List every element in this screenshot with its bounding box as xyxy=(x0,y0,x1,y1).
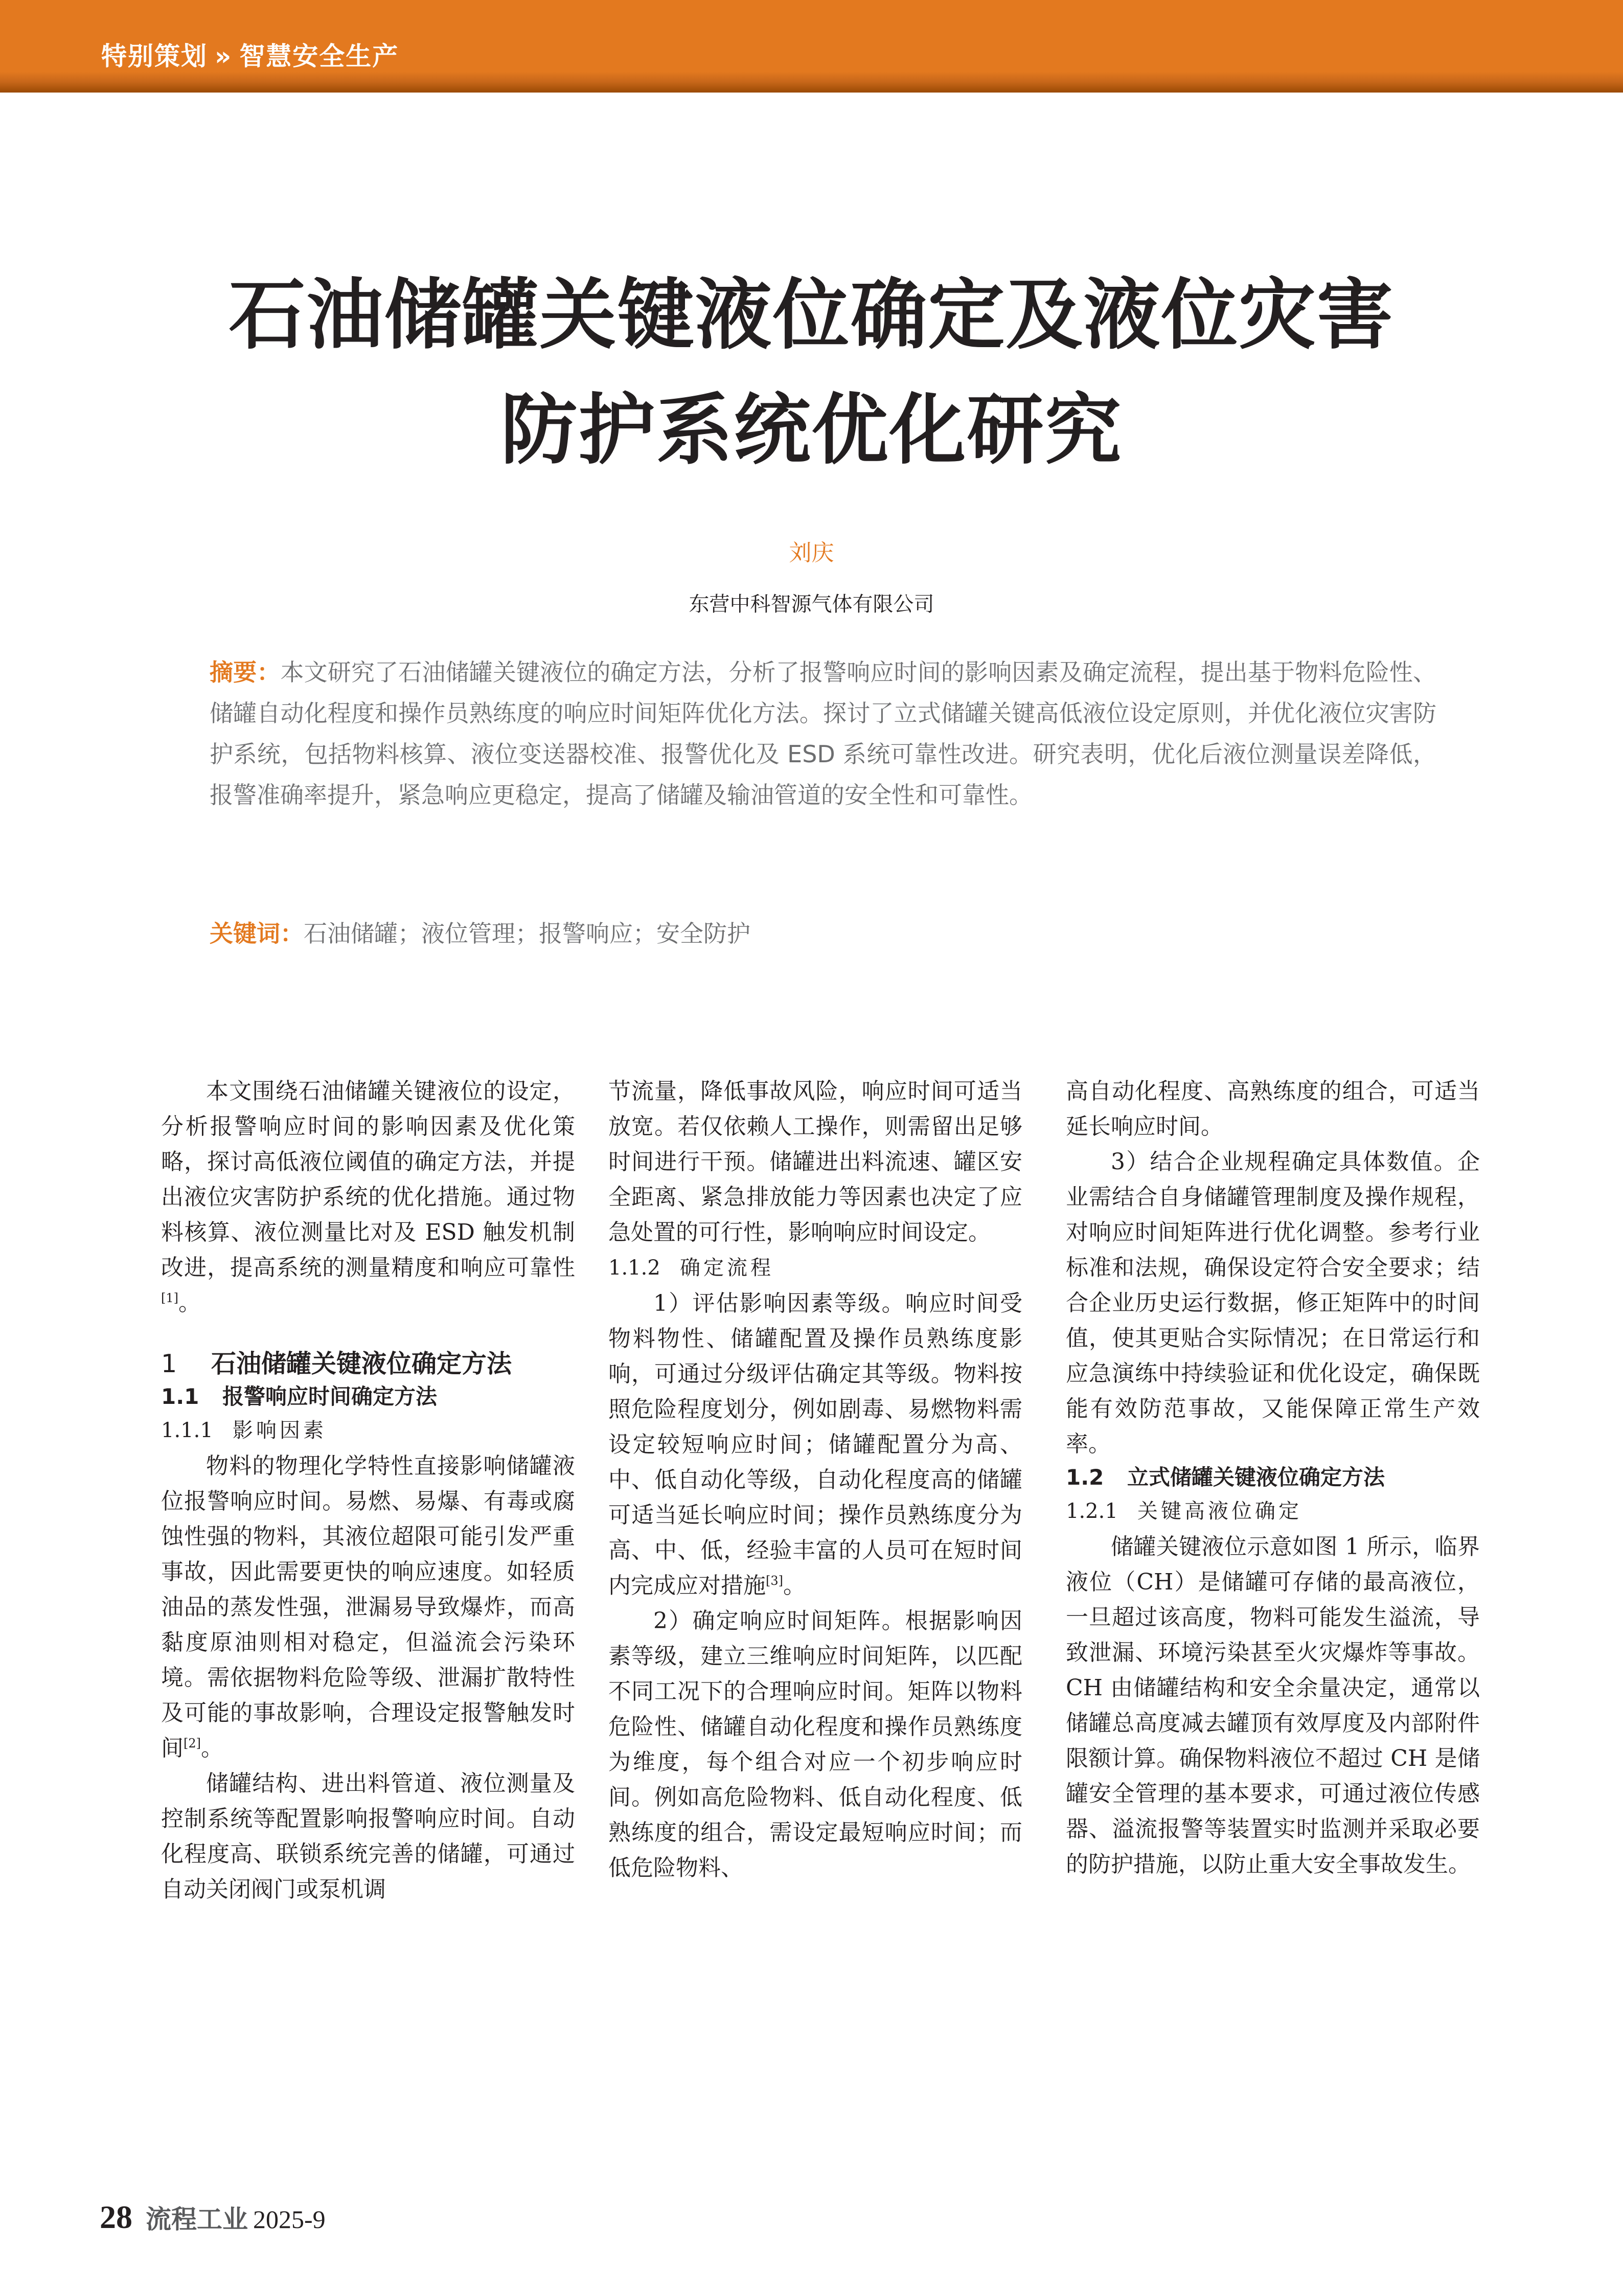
article-title-line-2: 防护系统优化研究 xyxy=(500,386,1123,475)
section-number: 1 xyxy=(161,1349,177,1378)
abstract xyxy=(210,652,1436,815)
step-3-paragraph: 3）结合企业规程确定具体数值。企业需结合自身储罐管理制度及操作规程，对响应时间矩阵进行优化调整。参考行业标准和法规，确保设定符合安全要求；结合企业历史运行数据，修正矩阵中的时间值，使其更贴合实际情况；在日常运行和应急演练中持续验证和优化设定，确保既能有效防范事故，又能保障正常生产效率。 xyxy=(1066,1149,1480,1457)
intro-text: 本文围绕石油储罐关键液位的设定，分析报警响应时间的影响因素及优化策略，探讨高低液位阈值的确定方法，并提出液位灾害防护系统的优化措施。通过物料核算、液位测量比对及 ESD 触发机制改进，提高系统的测量精度和响应可靠性 xyxy=(161,1078,575,1281)
intro-end: 。 xyxy=(178,1290,201,1316)
intro-paragraph xyxy=(161,1074,575,1321)
article-title-line-1: 石油储罐关键液位确定及液位灾害 xyxy=(228,271,1395,360)
section-title: 立式储罐关键液位确定方法 xyxy=(1127,1465,1385,1490)
author-name: 刘庆 xyxy=(789,540,834,566)
section-label: 特别策划 xyxy=(101,41,208,71)
citation-1[interactable]: [1] xyxy=(161,1291,178,1305)
material-paragraph xyxy=(161,1448,575,1766)
section-heading-1 xyxy=(161,1347,575,1381)
section-title: 报警响应时间确定方法 xyxy=(222,1384,438,1409)
section-number: 1.1 xyxy=(161,1384,199,1409)
chevron-double-right-icon: » xyxy=(215,41,233,71)
step-1-end: 。 xyxy=(783,1573,806,1599)
keywords-label: 关键词： xyxy=(210,920,304,947)
body-column-1 xyxy=(161,1074,575,1907)
material-text: 物料的物理化学特性直接影响储罐液位报警响应时间。易燃、易爆、有毒或腐蚀性强的物料，其液位超限可能引发严重事故，因此需要更快的响应速度。如轻质油品的蒸发性强，泄漏易导致爆炸，而高黏度原油则相对稳定，但溢流会污染环境。需依据物料危险等级、泄漏扩散特性及可能的事故影响，合理设定报警触发时间 xyxy=(161,1453,575,1761)
step-2-paragraph-continued: 高自动化程度、高熟练度的组合，可适当延长响应时间。 xyxy=(1066,1078,1480,1140)
section-number: 1.2.1 xyxy=(1066,1499,1118,1523)
config-paragraph-start: 储罐结构、进出料管道、液位测量及控制系统等配置影响报警响应时间。自动化程度高、联锁系统完善的储罐，可通过自动关闭阀门或泵机调 xyxy=(161,1770,575,1902)
section-heading-1-2-1 xyxy=(1066,1493,1480,1529)
section-title: 确定流程 xyxy=(680,1256,774,1280)
body-column-3 xyxy=(1066,1074,1480,1882)
section-heading-1-1-1 xyxy=(161,1413,575,1448)
topic-label: 智慧安全生产 xyxy=(239,41,399,71)
section-heading-1-2 xyxy=(1066,1462,1480,1493)
author-affiliation: 东营中科智源气体有限公司 xyxy=(689,593,934,616)
abstract-label: 摘要： xyxy=(210,658,281,686)
section-header-band xyxy=(0,0,1623,93)
section-title: 影响因素 xyxy=(233,1419,327,1442)
section-number: 1.1.2 xyxy=(608,1256,660,1280)
section-header-text xyxy=(101,36,399,73)
keywords-text: 石油储罐；液位管理；报警响应；安全防护 xyxy=(304,920,750,947)
section-heading-1-1 xyxy=(161,1381,575,1413)
section-title: 关键高液位确定 xyxy=(1137,1499,1302,1523)
critical-level-paragraph: 储罐关键液位示意如图 1 所示，临界液位（CH）是储罐可存储的最高液位，一旦超过该高度，物料可能发生溢流，导致泄漏、环境污染甚至火灾爆炸等事故。CH 由储罐结构和安全余量决定，通常以储罐总高度减去罐顶有效厚度及内部附件限额计算。确保物料液位不超过 CH 是储罐安全管理的基本要求，可通过液位传感器、溢流报警等装置实时监测并采取必要的防护措施，以防止重大安全事故发生。 xyxy=(1066,1534,1480,1877)
abstract-text: 本文研究了石油储罐关键液位的确定方法，分析了报警响应时间的影响因素及确定流程，提出基于物料危险性、储罐自动化程度和操作员熟练度的响应时间矩阵优化方法。探讨了立式储罐关键高低液位设定原则，并优化液位灾害防护系统，包括物料核算、液位变送器校准、报警优化及 ESD 系统可靠性改进。研究表明，优化后液位测量误差降低，报警准确率提升，紧急响应更稳定，提高了储罐及输油管道的安全性和可靠性。 xyxy=(210,658,1437,809)
step-1-text: 1）评估影响因素等级。响应时间受物料物性、储罐配置及操作员熟练度影响，可通过分级评估确定其等级。物料按照危险程度划分，例如剧毒、易燃物料需设定较短响应时间；储罐配置分为高、中、低自动化等级，自动化程度高的储罐可适当延长响应时间；操作员熟练度分为高、中、低，经验丰富的人员可在短时间内完成应对措施 xyxy=(608,1290,1022,1599)
page-footer xyxy=(100,2198,326,2236)
section-heading-1-1-2 xyxy=(608,1250,1022,1286)
config-paragraph-continued: 节流量，降低事故风险，响应时间可适当放宽。若仅依赖人工操作，则需留出足够时间进行干预。储罐进出料流速、罐区安全距离、紧急排放能力等因素也决定了应急处置的可行性，影响响应时间设定。 xyxy=(608,1078,1022,1245)
section-title: 石油储罐关键液位确定方法 xyxy=(211,1349,512,1378)
page-number: 28 xyxy=(100,2199,132,2235)
body-column-2 xyxy=(608,1074,1022,1885)
citation-2[interactable]: [2] xyxy=(184,1736,201,1751)
journal-name: 流程工业 xyxy=(146,2204,248,2234)
journal-issue: 2025-9 xyxy=(253,2205,326,2234)
citation-3[interactable]: [3] xyxy=(766,1574,783,1588)
step-2-paragraph-start: 2）确定响应时间矩阵。根据影响因素等级，建立三维响应时间矩阵，以匹配不同工况下的合理响应时间。矩阵以物料危险性、储罐自动化程度和操作员熟练度为维度，每个组合对应一个初步响应时间。例如高危险物料、低自动化程度、低熟练度的组合，需设定最短响应时间；而低危险物料、 xyxy=(608,1608,1022,1881)
material-end: 。 xyxy=(201,1735,223,1761)
step-1-paragraph xyxy=(608,1286,1022,1603)
section-number: 1.1.1 xyxy=(161,1419,213,1442)
section-number: 1.2 xyxy=(1066,1465,1104,1490)
keywords xyxy=(210,915,1436,949)
